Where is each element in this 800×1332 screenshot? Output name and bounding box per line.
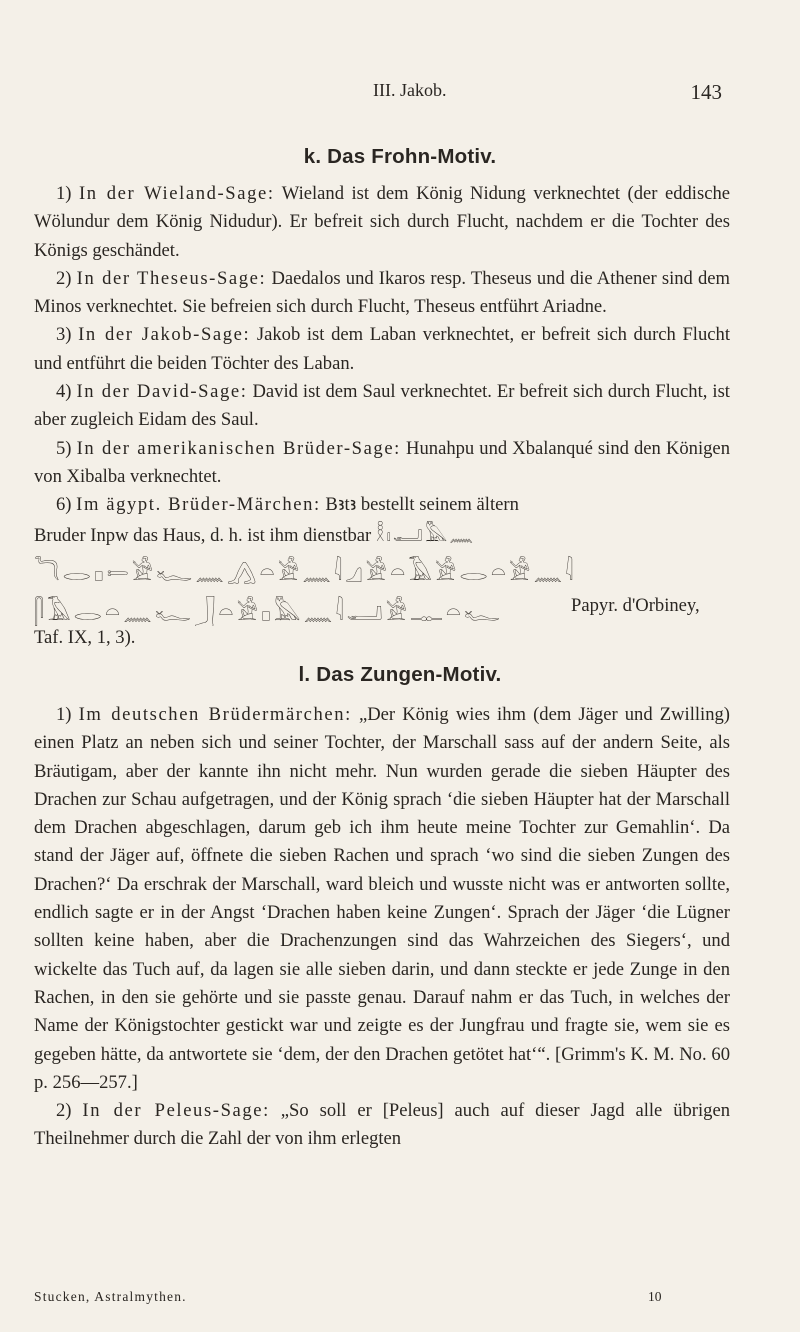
section-zungen-body: [34, 701, 730, 1154]
section-title-zungen: l. Das Zungen-Motiv.: [298, 663, 502, 686]
printer-signature: Stucken, Astralmythen.: [34, 1289, 187, 1304]
source-citation: Papyr. d'Orbiney,: [571, 595, 700, 616]
paragraph: 5) In der amerikanischen Brüder-Sage: Hunahpu und Xbalanqué sind den Königen von Xibalba verknechtet.: [34, 437, 730, 487]
paragraph: 1) Im deutschen Brüdermärchen: „Der König wies ihm (dem Jäger und Zwilling) einen Platz an neben sich und seiner Tochter, der Marschall sass auf der andern Seite, als Bräutigam, aber der kannte ihn nicht mehr. Nun wurden gerade die sieben Häupter des Drachen zur Schau aufgetragen, und der König sprach ‘die sieben Häupter hat der Marschall dem Drachen abgeschlagen, darum geb ich ihm heute meine Tochter zur Gemahlin‘. Da stand der Jäger auf, öffnete die sieben Rachen und sprach ‘wo sind die sieben Zungen des Drachen?‘ Da erschrak der Marschall, ward bleich und wusste nicht was er antworten sollte, endlich sagte er in der Angst ‘Drachen haben keine Zungen‘. Sprach der Jäger ‘die Lügner sollten keine haben, aber die Drachenzungen sind das Wahrzeichen des Siegers‘, und wickelte das Tuch auf, da lagen sie alle sieben darin, und dann steckte er jede Zunge in den Rachen, in den sie gehörte und sie passte genau. Darauf nahm er das Tuch, in welches der Name der Königstochter gestickt war und zeigte es der Jungfrau und fragte sie, wem sie es gegeben hätte, da antwortete sie ‘dem, der den Drachen getötet hat‘“. [Grimm's K. M. No. 60 p. 256—257.]: [34, 704, 730, 1093]
sheet-number: 10: [648, 1289, 662, 1304]
paragraph: 3) In der Jakob-Sage: Jakob ist dem Laban verknechtet, er befreit sich durch Flucht und entführt die beiden Töchter des Laban.: [34, 324, 730, 374]
paragraph: 2) In der Theseus-Sage: Daedalos und Ikaros resp. Theseus und die Athener sind dem Minos verknechtet. Sie befreien sich durch Flucht, Theseus entführt Ariadne.: [34, 267, 730, 318]
paragraph: 1) In der Wieland-Sage: Wieland ist dem König Nidung verknechtet (der eddische Wölundur dem König Nidudur). Er befreit sich durch Flucht, nachdem er die Tochter des Königs geschändet.: [34, 183, 731, 261]
running-head-title: III. Jakob.: [373, 80, 447, 100]
paragraph: Bruder Inpw das Haus, d. h. ist ihm dienstbar 𓎛𓏤𓂝𓅓𓈖: [34, 521, 476, 546]
hieroglyph-line: 𓋴𓄿𓂋𓏏𓈖𓆑𓃀𓏏𓀀𓊪𓅓𓈖𓇋𓂝𓀀𓊃𓏏𓆑: [34, 598, 504, 626]
page-footer: [34, 1289, 734, 1309]
section-frohn-body: [34, 180, 730, 550]
section-title-frohn: k. Das Frohn-Motiv.: [303, 145, 497, 168]
running-head: [0, 80, 800, 110]
source-citation: Taf. IX, 1, 3).: [34, 627, 136, 648]
page-number: 143: [690, 80, 722, 104]
hieroglyph-group: 𓎛𓏤𓂝𓅓𓈖: [375, 521, 476, 546]
paragraph: 2) In der Peleus-Sage: „So soll er [Peleus] auch auf dieser Jagd alle übrigen Theilnehmer durch die Zahl der von ihm erlegten: [34, 1100, 730, 1150]
paragraph: 6) Im ägypt. Brüder-Märchen: Bꜣtꜣ bestellt seinem ältern: [56, 494, 519, 516]
paragraph: 4) In der David-Sage: David ist dem Saul verknechtet. Er befreit sich durch Flucht, ist aber zugleich Eidam des Saul.: [34, 381, 730, 431]
hieroglyph-line: 𓆓𓂋𓊪𓍿𓀀𓆑𓈖𓂻𓏏𓀀𓈖𓇋𓈎𓀀𓏏𓄿𓀀𓂋𓏏𓀀𓈖𓇋: [34, 558, 577, 586]
